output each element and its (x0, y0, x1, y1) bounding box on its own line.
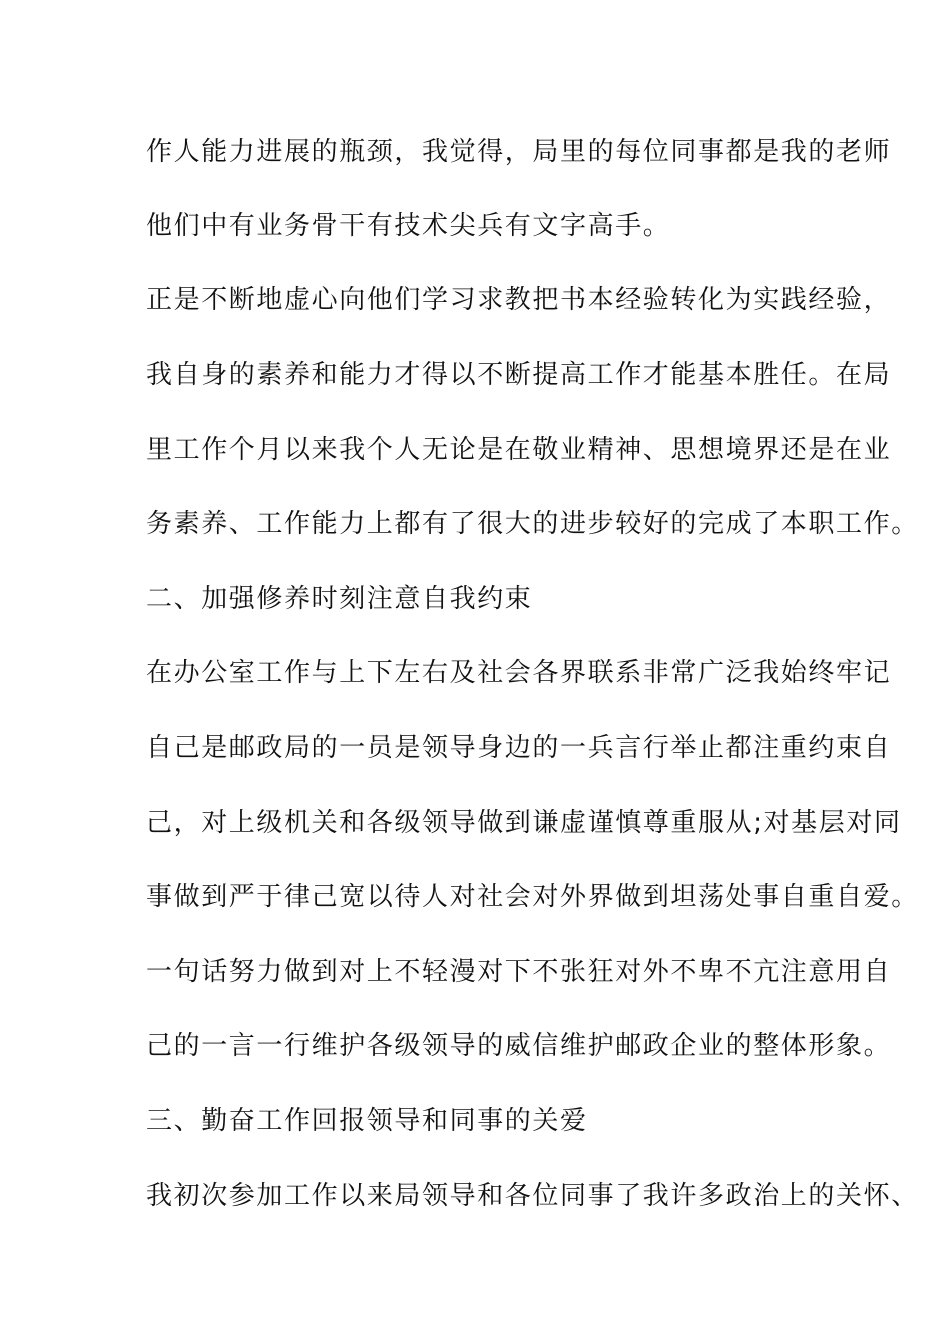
text-line: 我初次参加工作以来局领导和各位同事了我许多政治上的关怀、 (146, 1181, 919, 1211)
text-line: 自己是邮政局的一员是领导身边的一兵言行举止都注重约束自 (146, 733, 892, 763)
text-line: 己的一言一行维护各级领导的威信维护邮政企业的整体形象。 (146, 1031, 892, 1061)
text-line: 一句话努力做到对上不轻漫对下不张狂对外不卑不亢注意用自 (146, 957, 892, 987)
text-line: 他们中有业务骨干有技术尖兵有文字高手。 (146, 211, 671, 241)
text-line: 我自身的素养和能力才得以不断提高工作才能基本胜任。在局 (146, 360, 892, 390)
section-heading: 三、勤奋工作回报领导和同事的关爱 (146, 1106, 588, 1136)
text-line: 事做到严于律己宽以待人对社会对外界做到坦荡处事自重自爱。 (146, 882, 919, 912)
text-line: 己，对上级机关和各级领导做到谦虚谨慎尊重服从;对基层对同 (146, 808, 902, 838)
text-line: 在办公室工作与上下左右及社会各界联系非常广泛我始终牢记 (146, 658, 892, 688)
text-line: 作人能力进展的瓶颈，我觉得，局里的每位同事都是我的老师 (146, 137, 892, 167)
text-line: 里工作个月以来我个人无论是在敬业精神、思想境界还是在业 (146, 435, 892, 465)
text-line: 务素养、工作能力上都有了很大的进步较好的完成了本职工作。 (146, 509, 919, 539)
section-heading: 二、加强修养时刻注意自我约束 (146, 584, 533, 614)
text-line: 正是不断地虚心向他们学习求教把书本经验转化为实践经验， (146, 285, 892, 315)
